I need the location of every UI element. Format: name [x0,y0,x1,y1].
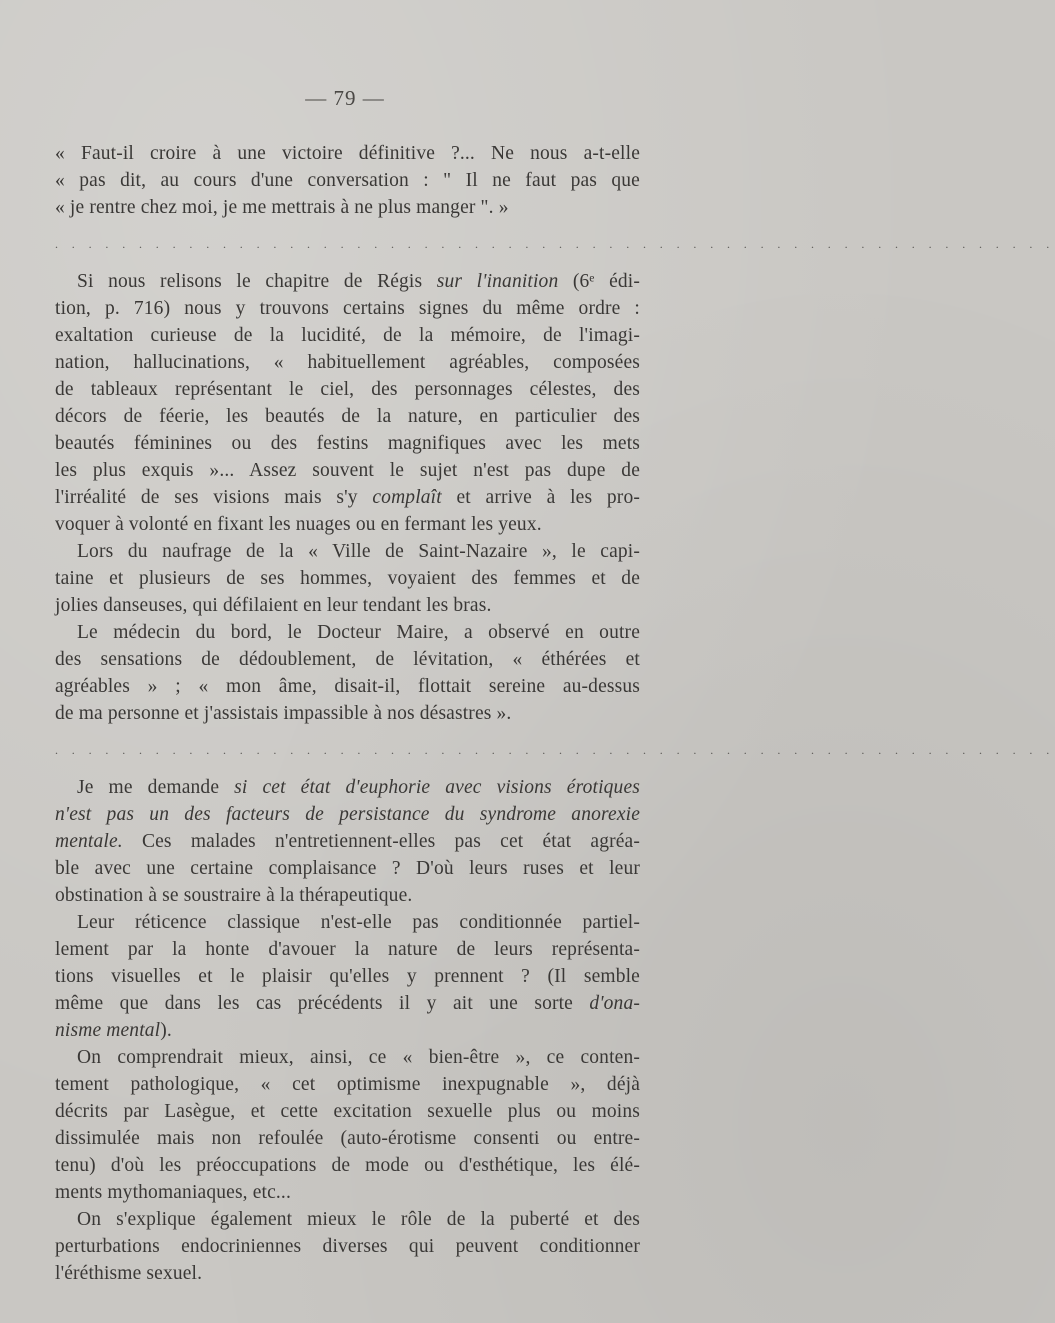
italic-phrase: mentale. [55,831,123,852]
quote-line-2: « pas dit, au cours d'une conversation : " Il ne faut pas que [55,170,640,191]
paragraph-medecin [55,619,640,727]
paragraph-line: perturbations endocriniennes diverses qui peuvent conditionner [55,1236,640,1257]
paragraph-line: les plus exquis »... Assez souvent le sujet n'est pas dupe de [55,460,640,481]
paragraph-line: jolies danseuses, qui défilaient en leur tendant les bras. [55,595,492,616]
paragraph-line: des sensations de dédoublement, de lévitation, « éthérées et [55,649,640,670]
text-span: l'irréalité de ses visions mais s'y [55,487,373,508]
quote-line-1: « Faut-il croire à une victoire définitive ?... Ne nous a-t-elle [55,143,640,164]
paragraph-line [55,828,640,855]
paragraph-line: obstination à se soustraire à la thérapeutique. [55,885,413,906]
text-span: Je me demande [77,777,235,798]
paragraph-line: ments mythomaniaques, etc... [55,1182,291,1203]
paragraph-regis [55,268,640,538]
paragraph-line: décrits par Lasègue, et cette excitation sexuelle plus ou moins [55,1101,640,1122]
paragraph-line [55,268,640,295]
paragraph-line: exaltation curieuse de la lucidité, de la mémoire, de l'imagi- [55,325,640,346]
text-column [55,140,1055,1287]
paragraph-line [55,1017,640,1044]
paragraph-line [55,774,640,801]
paragraph-line: dissimulée mais non refoulée (auto-érotisme consenti ou entre- [55,1128,640,1149]
text-span: même que dans les cas précédents il y ait une sorte [55,993,590,1014]
paragraph-line: Lors du naufrage de la « Ville de Saint-Nazaire », le capi- [77,541,640,562]
paragraph-line: de tableaux représentant le ciel, des personnages célestes, des [55,379,640,400]
paragraph-naufrage [55,538,640,619]
paragraph-line: tions visuelles et le plaisir qu'elles y prennent ? (Il semble [55,966,640,987]
text-span: et arrive à les pro- [441,487,640,508]
paragraph-line: nation, hallucinations, « habituellement agréables, composées [55,352,640,373]
paragraph-line: beautés féminines ou des festins magnifiques avec les mets [55,433,640,454]
text-span: Ces malades n'entretiennent-elles pas cet état agréa- [122,831,640,852]
italic-phrase: nisme mental [55,1020,161,1041]
paragraph-line: tion, p. 716) nous y trouvons certains signes du même ordre : [55,298,640,319]
paragraph-line: On comprendrait mieux, ainsi, ce « bien-être », ce conten- [77,1047,640,1068]
text-span: ). [160,1020,172,1041]
paragraph-explique [55,1206,640,1287]
page-number: — 79 — [305,86,385,110]
text-span: (6ᵉ édi- [558,271,640,292]
paragraph-reticence [55,909,640,1044]
ellipsis-separator-2: . . . . . . . . . . . . . . . . . . . . . . . . . . . . . . . . . . . . . . . . . . . . . . . . . . . . . . . . . . . . [55,743,1055,757]
italic-phrase: d'ona- [589,993,640,1014]
paragraph-line: lement par la honte d'avouer la nature de leurs représenta- [55,939,640,960]
paragraph-line: tement pathologique, « cet optimisme inexpugnable », déjà [55,1074,640,1095]
paragraph-line: taine et plusieurs de ses hommes, voyaient des femmes et de [55,568,640,589]
paragraph-line: voquer à volonté en fixant les nuages ou en fermant les yeux. [55,514,542,535]
paragraph-demande [55,774,640,909]
italic-phrase: n'est pas un des facteurs de persistance du syndrome anorexie [55,804,640,825]
paragraph-line: tenu) d'où les préoccupations de mode ou d'esthétique, les élé- [55,1155,640,1176]
paragraph-line [55,990,640,1017]
paragraph-line: On s'explique également mieux le rôle de la puberté et des [77,1209,640,1230]
paragraph-line: Le médecin du bord, le Docteur Maire, a observé en outre [77,622,640,643]
ellipsis-separator-1: . . . . . . . . . . . . . . . . . . . . . . . . . . . . . . . . . . . . . . . . . . . . . . . . . . . . . . . . . . . . [55,237,1055,251]
italic-word: complaît [372,487,442,508]
paragraph-line: décors de féerie, les beautés de la nature, en particulier des [55,406,640,427]
paragraph-line: Leur réticence classique n'est-elle pas conditionnée partiel- [77,912,640,933]
paragraph-line [55,484,640,511]
paragraph-line: ble avec une certaine complaisance ? D'où leurs ruses et leur [55,858,640,879]
quote-line-3: « je rentre chez moi, je me mettrais à ne plus manger ". » [55,197,509,218]
italic-title: sur l'inanition [436,271,559,292]
text-span: Si nous relisons le chapitre de Régis [77,271,437,292]
paragraph-line: agréables » ; « mon âme, disait-il, flottait sereine au-dessus [55,676,640,697]
paragraph-comprendrait [55,1044,640,1206]
quote-block [55,140,640,221]
italic-phrase: si cet état d'euphorie avec visions érotiques [234,777,640,798]
paragraph-line: l'éréthisme sexuel. [55,1263,203,1284]
paragraph-line [55,801,640,828]
paragraph-line: de ma personne et j'assistais impassible à nos désastres ». [55,703,512,724]
